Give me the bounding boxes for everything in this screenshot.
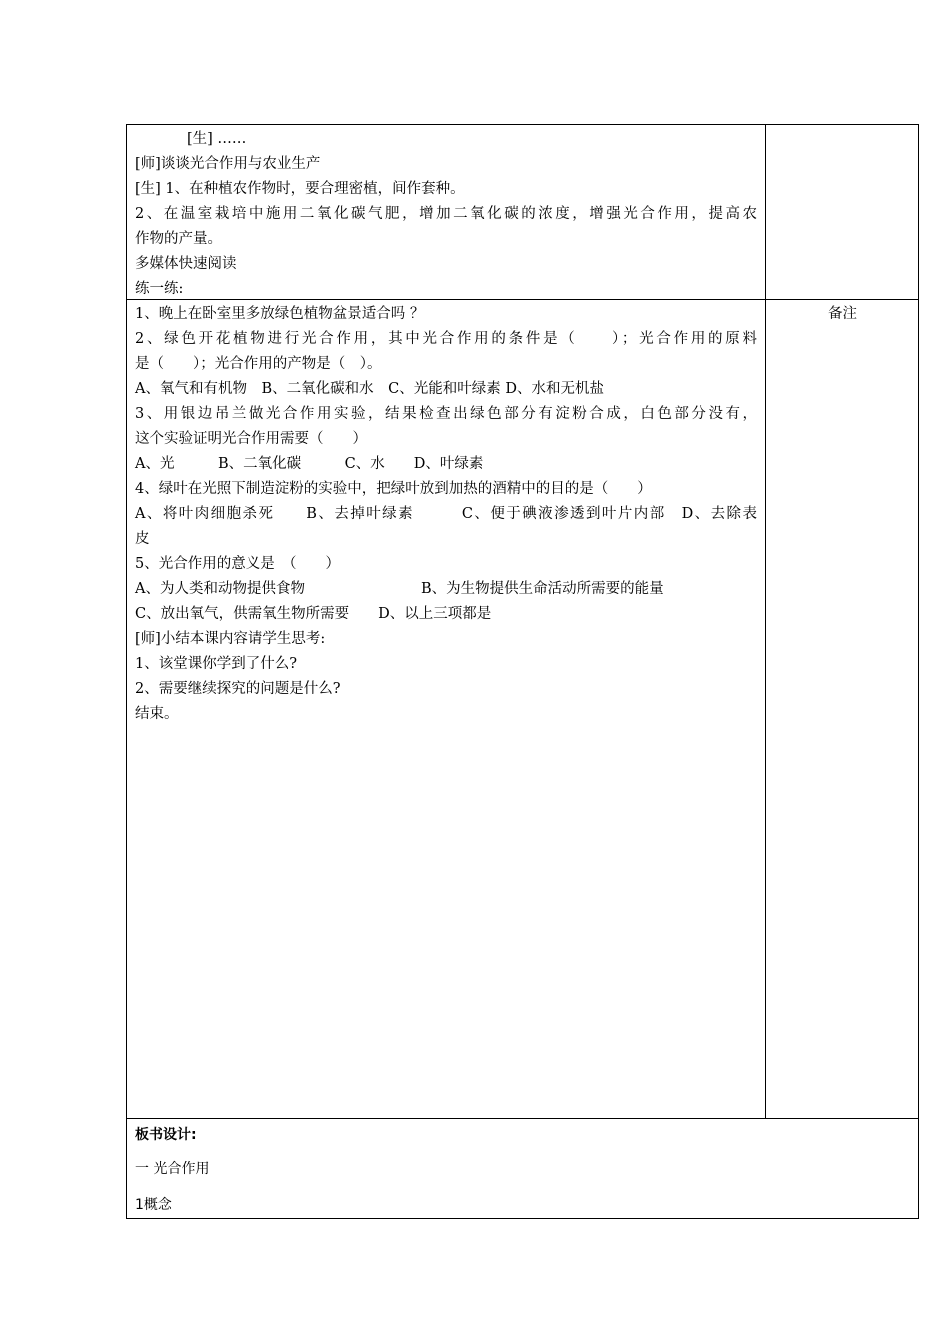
discussion-cell <box>135 127 757 302</box>
question-line: 2、绿色开花植物进行光合作用，其中光合作用的条件是（ ）；光合作用的原料 <box>135 331 757 347</box>
text-line: [生] 1、在种植农作物时，要合理密植，间作套种。 <box>135 181 465 197</box>
lesson-table <box>126 124 919 1219</box>
option-line: A、光 B、二氧化碳 C、水 D、叶绿素 <box>135 456 484 472</box>
text-line: 结束。 <box>135 706 179 722</box>
text-line: 练一练: <box>135 281 184 297</box>
option-line: 皮 <box>135 531 150 547</box>
lesson-row-discussion <box>127 125 918 300</box>
text-line: 1、该堂课你学到了什么? <box>135 656 297 672</box>
text-line: 2、需要继续探究的问题是什么? <box>135 681 341 697</box>
remark-label: 备注 <box>828 306 857 322</box>
question-line: 这个实验证明光合作用需要（ ） <box>135 431 367 447</box>
text-line: 作物的产量。 <box>135 231 222 247</box>
lesson-row-exercises <box>127 300 918 1119</box>
exercises-cell <box>135 302 757 727</box>
text-line: [师]小结本课内容请学生思考: <box>135 631 326 647</box>
text-line: 2、在温室栽培中施用二氧化碳气肥，增加二氧化碳的浓度，增强光合作用，提高农 <box>135 206 757 222</box>
board-design-title: 板书设计: <box>135 1127 197 1143</box>
board-line: 一 光合作用 <box>135 1161 210 1177</box>
text-line: [师]谈谈光合作用与农业生产 <box>135 156 321 172</box>
text-line: [生] …… <box>187 131 247 147</box>
question-line: 3、用银边吊兰做光合作用实验，结果检查出绿色部分有淀粉合成，白色部分没有， <box>135 406 757 422</box>
text-line: 多媒体快速阅读 <box>135 256 237 272</box>
question-line: 是（ ）；光合作用的产物是（ ）。 <box>135 356 382 372</box>
option-line: C、放出氧气，供需氧生物所需要 D、以上三项都是 <box>135 606 492 622</box>
option-line: A、将叶肉细胞杀死 B、去掉叶绿素 C、便于碘液渗透到叶片内部 D、去除表 <box>135 506 757 522</box>
board-design-row <box>127 1119 918 1218</box>
question-line: 5、光合作用的意义是 （ ） <box>135 556 340 572</box>
question-line: 4、绿叶在光照下制造淀粉的实验中，把绿叶放到加热的酒精中的目的是（ ） <box>135 481 652 497</box>
option-line: A、氧气和有机物 B、二氧化碳和水 C、光能和叶绿素 D、水和无机盐 <box>135 381 604 397</box>
option-line: A、为人类和动物提供食物 B、为生物提供生命活动所需要的能量 <box>135 581 664 597</box>
question-line: 1、晚上在卧室里多放绿色植物盆景适合吗 ？ <box>135 306 425 322</box>
column-divider <box>765 125 766 1119</box>
board-line: 1概念 <box>135 1197 172 1213</box>
